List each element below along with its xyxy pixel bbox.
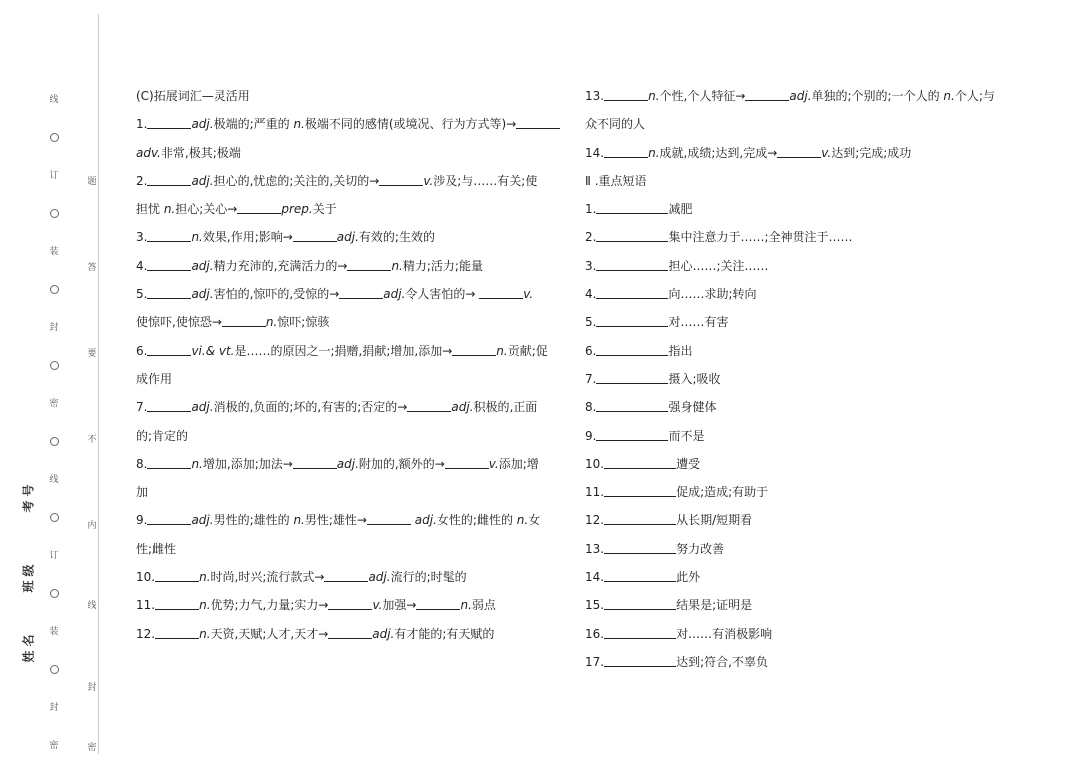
circle-mark <box>50 437 59 446</box>
text-segment: 达到;完成;成功 <box>831 145 912 160</box>
answer-blank[interactable] <box>596 228 668 242</box>
field-class: 班级 <box>21 560 36 593</box>
part-of-speech: adj. <box>336 230 359 245</box>
part-of-speech: adv. <box>136 145 161 160</box>
answer-blank[interactable] <box>147 511 191 525</box>
answer-blank[interactable] <box>293 455 337 469</box>
text-segment: 流行的;时髦的 <box>390 570 467 585</box>
part-of-speech: adj. <box>336 456 359 471</box>
answer-blank[interactable] <box>479 285 523 299</box>
text-line <box>585 82 1025 110</box>
text-segment: 极端不同的感情(或境况、行为方式等)→ <box>304 117 517 132</box>
answer-blank[interactable] <box>596 370 668 384</box>
text-segment: 结果是;证明是 <box>676 598 753 613</box>
part-of-speech: v. <box>423 173 434 188</box>
text-segment: 10. <box>585 456 605 471</box>
text-segment: 12. <box>136 626 156 641</box>
answer-blank[interactable] <box>147 342 191 356</box>
text-segment: 1. <box>136 117 148 132</box>
part-of-speech: n. <box>265 315 278 330</box>
left-column <box>136 82 568 648</box>
text-segment: 担心;关心→ <box>175 202 238 217</box>
text-line <box>585 591 1025 619</box>
text-segment: 6. <box>585 343 597 358</box>
answer-blank[interactable] <box>596 285 668 299</box>
answer-blank[interactable] <box>604 540 676 554</box>
text-line <box>585 393 1025 421</box>
text-segment: 使惊吓,使惊恐→ <box>136 315 222 330</box>
seal-char: 订 <box>49 551 59 561</box>
part-of-speech: n. <box>293 513 305 528</box>
text-segment: 2. <box>585 230 597 245</box>
answer-blank[interactable] <box>604 455 676 469</box>
text-line <box>585 506 1025 534</box>
answer-blank[interactable] <box>596 342 668 356</box>
text-segment: 有才能的;有天赋的 <box>394 626 495 641</box>
text-line <box>136 591 568 619</box>
text-segment: 性;雌性 <box>136 541 177 556</box>
text-segment: 8. <box>585 400 597 415</box>
text-segment: 女性的;雌性的 <box>436 513 517 528</box>
binding-line <box>98 14 99 754</box>
part-of-speech: adj. <box>372 626 395 641</box>
answer-blank[interactable] <box>596 398 668 412</box>
text-segment: 此外 <box>676 570 701 585</box>
text-segment: 单独的;个别的;一个人的 <box>811 89 944 103</box>
text-segment: 非常,极其;极端 <box>160 145 241 160</box>
text-line <box>136 139 568 167</box>
circle-mark <box>50 665 59 674</box>
text-line <box>585 195 1025 223</box>
text-segment: 个人;与 <box>954 89 995 103</box>
answer-blank[interactable] <box>328 596 372 610</box>
part-of-speech: n. <box>648 89 660 103</box>
answer-blank[interactable] <box>328 625 372 639</box>
text-segment: 13. <box>585 89 605 103</box>
field-exam-number: 考号 <box>21 480 36 513</box>
text-segment: 惊吓;惊骇 <box>277 315 330 330</box>
text-line <box>136 308 568 336</box>
part-of-speech: n. <box>293 117 305 132</box>
answer-blank[interactable] <box>222 313 266 327</box>
text-line <box>136 393 568 421</box>
text-segment: 有效的;生效的 <box>358 230 435 245</box>
answer-blank[interactable] <box>604 596 676 610</box>
text-line <box>136 82 568 110</box>
seal-char: 装 <box>49 627 59 637</box>
text-segment: 3. <box>136 230 148 245</box>
part-of-speech: n. <box>199 598 211 613</box>
part-of-speech: adj. <box>414 513 437 528</box>
text-segment: 精力;活力;能量 <box>402 258 483 273</box>
answer-blank[interactable] <box>445 455 489 469</box>
text-segment: 男性的;雄性的 <box>213 513 294 528</box>
text-segment: 4. <box>136 258 148 273</box>
text-segment: 成作用 <box>136 371 173 386</box>
circle-mark <box>50 513 59 522</box>
text-segment: 指出 <box>668 343 693 358</box>
part-of-speech: adj. <box>368 570 391 585</box>
part-of-speech: adj. <box>191 117 214 132</box>
answer-blank[interactable] <box>147 228 191 242</box>
text-line <box>585 280 1025 308</box>
part-of-speech: adj. <box>191 287 214 302</box>
text-segment: 6. <box>136 343 148 358</box>
text-segment: 努力改善 <box>676 541 725 556</box>
text-segment: 效果,作用;影响→ <box>202 230 293 245</box>
part-of-speech: n. <box>163 202 176 217</box>
part-of-speech: adj. <box>789 89 812 103</box>
text-line <box>136 365 568 393</box>
text-segment: 7. <box>585 371 597 386</box>
text-segment: 10. <box>136 570 156 585</box>
seal-char: 封 <box>49 703 59 713</box>
text-segment: 11. <box>136 598 156 613</box>
answer-blank[interactable] <box>147 285 191 299</box>
text-segment: 消极的,负面的;坏的,有害的;否定的→ <box>213 400 408 415</box>
text-line <box>585 478 1025 506</box>
text-line <box>585 223 1025 251</box>
text-segment: (C)拓展词汇—灵活用 <box>136 89 250 103</box>
text-line <box>136 422 568 450</box>
answer-blank[interactable] <box>237 200 281 214</box>
answer-blank[interactable] <box>596 200 668 214</box>
text-segment: 众不同的人 <box>585 117 646 132</box>
answer-blank[interactable] <box>604 568 676 582</box>
answer-blank[interactable] <box>745 87 789 101</box>
text-segment: 个性,个人特征→ <box>659 89 746 103</box>
part-of-speech: v. <box>488 456 499 471</box>
text-segment: 16. <box>585 626 605 641</box>
text-segment: Ⅱ .重点短语 <box>585 173 647 188</box>
text-segment: 而不是 <box>668 428 705 443</box>
part-of-speech: adj. <box>191 400 214 415</box>
text-segment: 时尚,时兴;流行款式→ <box>210 570 325 585</box>
answer-blank[interactable] <box>452 342 496 356</box>
text-segment: 加 <box>136 485 149 500</box>
text-line <box>136 110 568 138</box>
text-line <box>136 478 568 506</box>
text-line <box>136 563 568 591</box>
seal-char: 密 <box>49 399 59 409</box>
text-line <box>585 450 1025 478</box>
answer-blank[interactable] <box>604 483 676 497</box>
text-segment: 8. <box>136 456 148 471</box>
text-segment: 强身健体 <box>668 400 717 415</box>
text-segment: 的;肯定的 <box>136 428 189 443</box>
part-of-speech: prep. <box>281 202 313 217</box>
answer-blank[interactable] <box>293 228 337 242</box>
seal-char: 密 <box>87 743 97 753</box>
text-segment: 令人害怕的→ <box>405 287 480 302</box>
answer-blank[interactable] <box>379 172 423 186</box>
text-segment: 14. <box>585 145 605 160</box>
text-segment: 13. <box>585 541 605 556</box>
text-segment: 5. <box>585 315 597 330</box>
text-line <box>585 110 1025 138</box>
answer-blank[interactable] <box>155 625 199 639</box>
text-line <box>585 139 1025 167</box>
text-line <box>585 422 1025 450</box>
text-line <box>136 223 568 251</box>
answer-blank[interactable] <box>324 568 368 582</box>
seal-char: 答 <box>87 263 97 273</box>
answer-blank[interactable] <box>407 398 451 412</box>
answer-blank[interactable] <box>604 87 648 101</box>
text-segment: 增加,添加;加法→ <box>202 456 293 471</box>
text-line <box>585 252 1025 280</box>
binding-margin <box>0 0 100 763</box>
part-of-speech: adj. <box>383 287 406 302</box>
text-line <box>585 167 1025 195</box>
text-segment: 弱点 <box>471 598 496 613</box>
answer-blank[interactable] <box>147 115 191 129</box>
answer-blank[interactable] <box>147 455 191 469</box>
text-segment: 关于 <box>312 202 337 217</box>
part-of-speech: n. <box>191 456 203 471</box>
text-segment: 2. <box>136 173 148 188</box>
part-of-speech: adj. <box>191 173 214 188</box>
part-of-speech: n. <box>648 145 660 160</box>
text-line <box>585 648 1025 676</box>
part-of-speech: v. <box>821 145 832 160</box>
seal-char: 封 <box>49 323 59 333</box>
text-line <box>136 620 568 648</box>
text-segment: 天资,天赋;人才,天才→ <box>210 626 329 641</box>
text-line <box>136 450 568 478</box>
text-segment: 涉及;与……有关;使 <box>433 173 538 188</box>
seal-char: 订 <box>49 171 59 181</box>
text-segment: 减肥 <box>668 202 693 217</box>
text-segment: 添加;增 <box>498 456 539 471</box>
text-segment: 12. <box>585 513 605 528</box>
text-line <box>585 620 1025 648</box>
text-segment: 积极的,正面 <box>473 400 538 415</box>
text-line <box>585 337 1025 365</box>
text-segment: 9. <box>136 513 148 528</box>
seal-char: 要 <box>87 349 97 359</box>
part-of-speech: v. <box>523 287 534 302</box>
answer-blank[interactable] <box>777 144 821 158</box>
text-line <box>136 195 568 223</box>
text-line <box>136 506 568 534</box>
text-segment: 女 <box>528 513 541 528</box>
text-line <box>136 167 568 195</box>
text-segment: 集中注意力于……;全神贯注于…… <box>668 230 853 245</box>
text-segment: 成就,成绩;达到,完成→ <box>659 145 778 160</box>
part-of-speech: n. <box>191 230 203 245</box>
answer-blank[interactable] <box>339 285 383 299</box>
circle-mark <box>50 285 59 294</box>
text-line <box>585 535 1025 563</box>
seal-char: 线 <box>49 95 59 105</box>
text-segment: 14. <box>585 570 605 585</box>
part-of-speech: adj. <box>191 513 214 528</box>
text-segment: 是……的原因之一;捐赠,捐献;增加,添加→ <box>234 343 453 358</box>
text-segment: 促成;造成;有助于 <box>676 485 769 500</box>
seal-char: 不 <box>87 435 97 445</box>
answer-blank[interactable] <box>367 511 411 525</box>
text-segment: 从长期/短期看 <box>676 513 753 528</box>
part-of-speech: vi.& vt. <box>191 343 235 358</box>
answer-blank[interactable] <box>147 398 191 412</box>
answer-blank[interactable] <box>596 313 668 327</box>
text-segment: 极端的;严重的 <box>213 117 294 132</box>
text-line <box>136 252 568 280</box>
seal-char: 线 <box>87 601 97 611</box>
right-column <box>585 82 1025 676</box>
answer-blank[interactable] <box>147 257 191 271</box>
text-segment: 11. <box>585 485 605 500</box>
seal-char: 封 <box>87 683 97 693</box>
text-segment: 对……有消极影响 <box>676 626 773 641</box>
text-segment: 1. <box>585 202 597 217</box>
field-name: 姓名 <box>21 630 36 663</box>
circle-mark <box>50 209 59 218</box>
part-of-speech: n. <box>460 598 472 613</box>
text-segment: 贡献;促 <box>507 343 548 358</box>
answer-blank[interactable] <box>596 257 668 271</box>
answer-blank[interactable] <box>416 596 460 610</box>
part-of-speech: n. <box>199 626 211 641</box>
text-segment: 精力充沛的,充满活力的→ <box>213 258 348 273</box>
text-line <box>136 535 568 563</box>
text-line <box>136 280 568 308</box>
text-segment: 男性;雄性→ <box>304 513 367 528</box>
answer-blank[interactable] <box>604 144 648 158</box>
answer-blank[interactable] <box>596 427 668 441</box>
seal-char: 内 <box>87 521 97 531</box>
text-segment: 3. <box>585 258 597 273</box>
part-of-speech: adj. <box>451 400 474 415</box>
text-segment: 遭受 <box>676 456 701 471</box>
part-of-speech: adj. <box>191 258 214 273</box>
text-segment: 15. <box>585 598 605 613</box>
circle-mark <box>50 361 59 370</box>
text-segment: 优势;力气,力量;实力→ <box>210 598 329 613</box>
answer-blank[interactable] <box>604 625 676 639</box>
text-segment: 担心的,忧虑的;关注的,关切的→ <box>213 173 380 188</box>
text-segment: 9. <box>585 428 597 443</box>
text-segment: 向……求助;转向 <box>668 287 757 302</box>
part-of-speech: n. <box>199 570 211 585</box>
part-of-speech: n. <box>496 343 508 358</box>
text-line <box>136 337 568 365</box>
answer-blank[interactable] <box>147 172 191 186</box>
seal-char: 密 <box>49 741 59 751</box>
text-segment: 担心……;关注…… <box>668 258 769 273</box>
text-segment: 加强→ <box>382 598 417 613</box>
text-line <box>585 365 1025 393</box>
seal-char: 题 <box>87 177 97 187</box>
text-segment: 达到;符合,不辜负 <box>676 654 768 669</box>
part-of-speech: n. <box>943 89 955 103</box>
answer-blank[interactable] <box>155 568 199 582</box>
seal-char: 线 <box>49 475 59 485</box>
text-segment: 害怕的,惊吓的,受惊的→ <box>213 287 340 302</box>
seal-char: 装 <box>49 247 59 257</box>
text-segment: 7. <box>136 400 148 415</box>
answer-blank[interactable] <box>155 596 199 610</box>
text-segment: 担忧 <box>136 202 164 217</box>
answer-blank[interactable] <box>347 257 391 271</box>
circle-mark <box>50 589 59 598</box>
part-of-speech: n. <box>516 513 529 528</box>
circle-mark <box>50 133 59 142</box>
answer-blank[interactable] <box>604 511 676 525</box>
text-segment: 5. <box>136 287 148 302</box>
part-of-speech: v. <box>372 598 383 613</box>
text-segment: 对……有害 <box>668 315 729 330</box>
text-line <box>585 563 1025 591</box>
text-segment: 附加的,额外的→ <box>358 456 445 471</box>
text-line <box>585 308 1025 336</box>
answer-blank[interactable] <box>516 115 560 129</box>
text-segment: 摄入;吸收 <box>668 371 721 386</box>
text-segment: 17. <box>585 654 605 669</box>
text-segment: 4. <box>585 287 597 302</box>
answer-blank[interactable] <box>604 653 676 667</box>
part-of-speech: n. <box>391 258 403 273</box>
